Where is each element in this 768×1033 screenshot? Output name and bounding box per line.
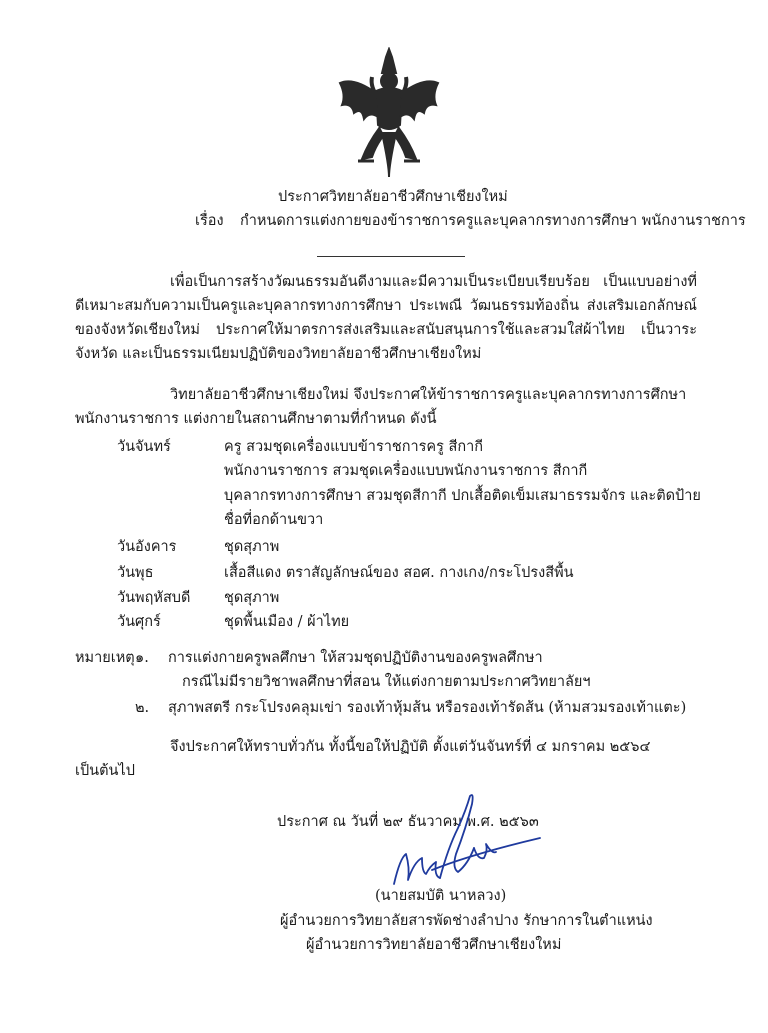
signatory-name: (นายสมบัติ นาหลวง): [375, 888, 507, 904]
remarks-label: หมายเหตุ: [75, 650, 135, 666]
announcement-title: ประกาศวิทยาลัยอาชีวศึกษาเชียงใหม่: [278, 189, 508, 205]
subject-label: เรื่อง: [195, 213, 224, 229]
signatory-position-1: ผู้อำนวยการวิทยาลัยสารพัดช่างลำปาง รักษาการในตำแหน่ง: [280, 913, 653, 929]
monday-line-2: พนักงานราชการ สวมชุดเครื่องแบบพนักงานราชการ สีกากี: [224, 463, 588, 479]
day-wednesday: วันพุธ: [117, 565, 154, 581]
title-divider: [317, 256, 465, 257]
wednesday-line-1: เสื้อสีแดง ตราสัญลักษณ์ของ สอศ. กางเกง/กระโปรงสีพื้น: [224, 565, 574, 581]
day-thursday: วันพฤหัสบดี: [117, 590, 191, 606]
tuesday-line-1: ชุดสุภาพ: [224, 539, 280, 555]
remark-1-line-1: การแต่งกายครูพลศึกษา ให้สวมชุดปฏิบัติงานของครูพลศึกษา: [168, 650, 543, 666]
announcement-date: ประกาศ ณ วันที่ ๒๙ ธันวาคม พ.ศ. ๒๕๖๓: [277, 814, 539, 830]
signatory-position-2: ผู้อำนวยการวิทยาลัยอาชีวศึกษาเชียงใหม่: [306, 937, 562, 953]
remark-2-line-1: สุภาพสตรี กระโปรงคลุมเข่า รองเท้าหุ้มส้น หรือรองเท้ารัดส้น (ห้ามสวมรองเท้าแตะ): [168, 700, 687, 716]
intro-paragraph: เพื่อเป็นการสร้างวัฒนธรรมอันดีงามและมีความเป็นระเบียบเรียบร้อย เป็นแบบอย่างที่ดีเหมาะสมกับความเป็นครูและบุคลากรทางการศึกษา ประเพณี วัฒนธรรมท้องถิ่น ส่งเสริมเอกลักษณ์ของจังหวัดเชียงใหม่ ประกาศให้มาตรการส่งเสริมและสนับสนุนการใช้และสวมใส่ผ้าไทย เป็นวาระจังหวัด และเป็นธรรมเนียมปฏิบัติของวิทยาลัยอาชีวศึกษาเชียงใหม่: [75, 274, 697, 362]
monday-line-1: ครู สวมชุดเครื่องแบบข้าราชการครู สีกากี: [224, 439, 484, 455]
monday-line-3: บุคลากรทางการศึกษา สวมชุดสีกากี ปกเสื้อติดเข็มเสมาธรรมจักร และติดป้าย: [224, 488, 701, 504]
monday-line-4: ชื่อที่อกด้านขวา: [224, 512, 324, 528]
day-friday: วันศุกร์: [117, 614, 161, 630]
announce-line-1: วิทยาลัยอาชีวศึกษาเชียงใหม่ จึงประกาศให้ข้าราชการครูและบุคลากรทางการศึกษา: [170, 387, 687, 403]
remark-1-line-2: กรณีไม่มีรายวิชาพลศึกษาที่สอน ให้แต่งกายตามประกาศวิทยาลัยฯ: [182, 674, 591, 690]
remark-1-number: ๑.: [135, 650, 149, 666]
closing-line-2: เป็นต้นไป: [75, 763, 135, 779]
handwritten-signature: [392, 788, 542, 898]
announcement-subject: กำหนดการแต่งกายของข้าราชการครูและบุคลากรทางการศึกษา พนักงานราชการ: [240, 213, 746, 229]
day-monday: วันจันทร์: [117, 439, 171, 455]
day-tuesday: วันอังคาร: [117, 539, 177, 555]
friday-line-1: ชุดพื้นเมือง / ผ้าไทย: [224, 614, 350, 630]
announce-line-2: พนักงานราชการ แต่งกายในสถานศึกษาตามที่กำหนด ดังนี้: [75, 411, 437, 427]
garuda-emblem: [336, 47, 442, 179]
remark-2-number: ๒.: [135, 700, 150, 716]
thursday-line-1: ชุดสุภาพ: [224, 590, 280, 606]
closing-line-1: จึงประกาศให้ทราบทั่วกัน ทั้งนี้ขอให้ปฏิบัติ ตั้งแต่วันจันทร์ที่ ๔ มกราคม ๒๕๖๔: [170, 739, 651, 755]
